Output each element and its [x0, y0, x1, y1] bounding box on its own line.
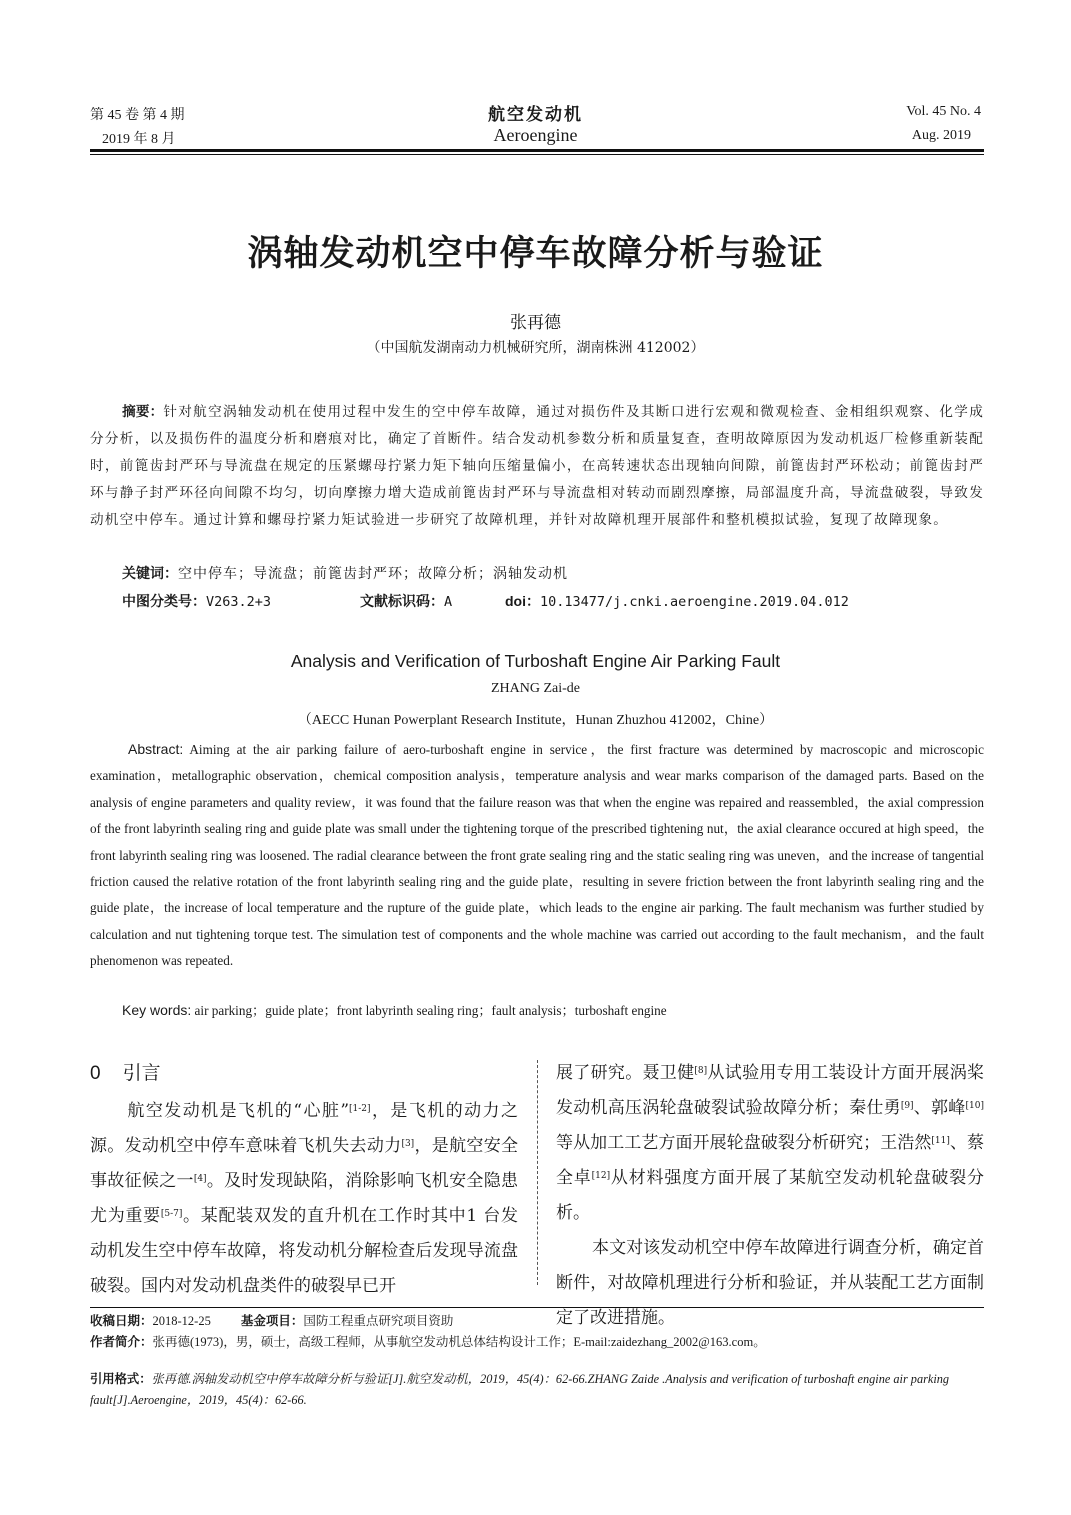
paper-title-en: Analysis and Verification of Turboshaft Engine Air Parking Fault [290, 651, 781, 671]
citation: [12] [591, 1171, 611, 1181]
section-title: 引言 [122, 1063, 161, 1084]
header-date-cn: 2019 年 8 月 [102, 132, 176, 147]
section-number: 0 [90, 1063, 101, 1084]
classification-row [122, 591, 982, 611]
citation: [8] [694, 1066, 708, 1076]
citation: [4] [193, 1174, 207, 1184]
doc-code-label: 文献标识码： [360, 593, 444, 609]
abstract-en-label: Abstract: [128, 741, 184, 757]
affiliation-cn: （中国航发湖南动力机械研究所，湖南株洲 412002） [366, 340, 705, 356]
text-run: 从材料强度方面开展了某航空发动机轮盘破裂分析。 [556, 1168, 985, 1223]
section-heading [90, 1058, 161, 1085]
paragraph [556, 1056, 984, 1231]
text-run: 、蔡全卓 [556, 1133, 985, 1188]
header-rule-thin [90, 154, 984, 155]
citation: [5-7] [160, 1209, 183, 1219]
citation: [3] [401, 1139, 415, 1149]
text-run: 。及时发现缺陷，消除影响飞机安全隐患尤为重要 [90, 1171, 518, 1226]
affiliation-en: （AECC Hunan Powerplant Research Institute，Hunan Zhuzhou 412002，Chine） [297, 713, 774, 728]
text-run: 航空发动机是飞机的“心脏” [126, 1101, 350, 1121]
text-run: 展了研究。聂卫健 [556, 1063, 695, 1083]
text-run: 从试验用专用工装设计方面开展涡桨发动机高压涡轮盘破裂试验故障分析；秦仕勇 [556, 1063, 985, 1118]
author-en: ZHANG Zai-de [490, 681, 581, 696]
column-separator [537, 1060, 538, 1285]
paragraph [90, 1094, 518, 1304]
body-column-right [556, 1056, 984, 1336]
header-date-en: Aug. 2019 [911, 128, 971, 143]
keywords-cn [122, 563, 568, 583]
abstract-en-text: Aiming at the air parking failure of aero-turboshaft engine in service，the first fracture was determined by macroscopic and microscopic examination，metallographic observation，chemical composition analysis，temperature analysis and wear marks comparison of the damaged parts. Based on the analysis of engine parameters and quality review，it was found that the failure reason was that when the engine was repaired and reassembled，the axial compression of the front labyrinth sealing ring and guide plate was small under the tightening torque of the prescribed tightening nut，the axial clearance occured at high speed，the front labyrinth sealing ring was loosened. The radial clearance between the front grate sealing ring and the static sealing ring was uneven，and the increase of tangential friction caused the relative rotation of the front labyrinth sealing ring and the guide plate，resulting in severe friction between the front labyrinth sealing ring and the guide plate，the increase of local temperature and the rupture of the guide plate，which leads to the engine air parking. The fault mechanism was further studied by calculation and nut tightening torque test. The simulation test of components and the whole machine was carried out according to the fault mechanism，and the fault phenomenon was repeated. [90, 742, 984, 969]
abstract-en [90, 736, 984, 975]
doi-label: doi： [505, 593, 540, 609]
text-run: ，是航空安全事故征候之一 [90, 1136, 518, 1191]
received-label: 收稿日期： [90, 1314, 153, 1328]
footer-rule [90, 1307, 984, 1308]
header-volume-cn: 第 45 卷 第 4 期 [90, 108, 185, 123]
text-run: 本文对该发动机空中停车故障进行调查分析，确定首断件，对故障机理进行分析和验证，并从装配工艺方面制定了改进措施。 [556, 1238, 984, 1328]
received-date: 2018-12-25 [152, 1314, 211, 1328]
paragraph [556, 1231, 984, 1336]
doi-value: 10.13477/j.cnki.aeroengine.2019.04.012 [540, 594, 849, 610]
body-column-left [90, 1094, 518, 1304]
doc-code-value: A [444, 594, 453, 610]
author-cn: 张再德 [510, 313, 561, 333]
text-run: 。某配装双发的直升机在工作时其中1 台发动机发生空中停车故障，将发动机分解检查后发现导流盘破裂。国内对发动机盘类件的破裂早已开 [90, 1206, 518, 1296]
keywords-cn-label: 关键词： [122, 565, 178, 581]
bio-label: 作者简介： [90, 1335, 153, 1349]
cite-text: 张再德.涡轴发动机空中停车故障分析与验证[J].航空发动机，2019，45(4)：62-66.ZHANG Zaide .Analysis and verification of turboshaft engine air parking fault[J].Aeroengine，2019，45(4)：62-66. [90, 1372, 950, 1407]
keywords-en-label: Key words: [122, 1002, 192, 1018]
keywords-cn-text: 空中停车；导流盘；前篦齿封严环；故障分析；涡轴发动机 [178, 566, 568, 582]
abstract-cn-text: 针对航空涡轴发动机在使用过程中发生的空中停车故障，通过对损伤件及其断口进行宏观和微观检查、金相组织观察、化学成分分析，以及损伤件的温度分析和磨痕对比，确定了首断件。结合发动机参数分析和质量复查，查明故障原因为发动机返厂检修重新装配时，前篦齿封严环与导流盘在规定的压紧螺母拧紧力矩下轴向压缩量偏小，在高转速状态出现轴向间隙，前篦齿封严环松动；前篦齿封严环与静子封严环径向间隙不均匀，切向摩擦力增大造成前篦齿封严环与导流盘相对转动而剧烈摩擦，局部温度升高，导流盘破裂，导致发动机空中停车。通过计算和螺母拧紧力矩试验进一步研究了故障机理，并针对故障机理开展部件和整机模拟试验，复现了故障现象。 [90, 404, 985, 528]
header-journal-en: Aeroengine [493, 125, 578, 145]
header-volume-en: Vol. 45 No. 4 [906, 104, 981, 119]
abstract-cn-label: 摘要： [122, 404, 164, 419]
footer-citation [90, 1369, 990, 1411]
text-run: 、郭峰 [913, 1098, 966, 1118]
citation: [9] [900, 1101, 914, 1111]
bio-text: 张再德(1973)，男，硕士，高级工程师，从事航空发动机总体结构设计工作；E-mail:zaidezhang_2002@163.com。 [152, 1335, 766, 1349]
text-run: 等从加工工艺方面开展轮盘破裂分析研究；王浩然 [556, 1133, 932, 1153]
abstract-cn [90, 398, 984, 534]
clc-label: 中图分类号： [122, 593, 206, 609]
citation: [10] [965, 1101, 985, 1111]
citation: [1-2] [349, 1104, 371, 1114]
keywords-en [122, 1000, 667, 1019]
citation: [11] [931, 1136, 950, 1146]
header-journal-cn: 航空发动机 [488, 105, 583, 125]
footer-received-fund [90, 1311, 453, 1329]
footer-author-bio [90, 1332, 766, 1350]
cite-label: 引用格式： [90, 1372, 152, 1386]
fund-label: 基金项目： [240, 1314, 304, 1328]
keywords-en-text: air parking；guide plate；front labyrinth sealing ring；fault analysis；turboshaft engine [194, 1003, 667, 1018]
fund-text: 国防工程重点研究项目资助 [303, 1314, 454, 1328]
clc-value: V263.2+3 [206, 594, 272, 610]
text-run: ，是飞机的动力之源。发动机空中停车意味着飞机失去动力 [90, 1101, 518, 1156]
header-rule-thick [90, 149, 984, 152]
paper-title-cn: 涡轴发动机空中停车故障分析与验证 [247, 233, 824, 274]
